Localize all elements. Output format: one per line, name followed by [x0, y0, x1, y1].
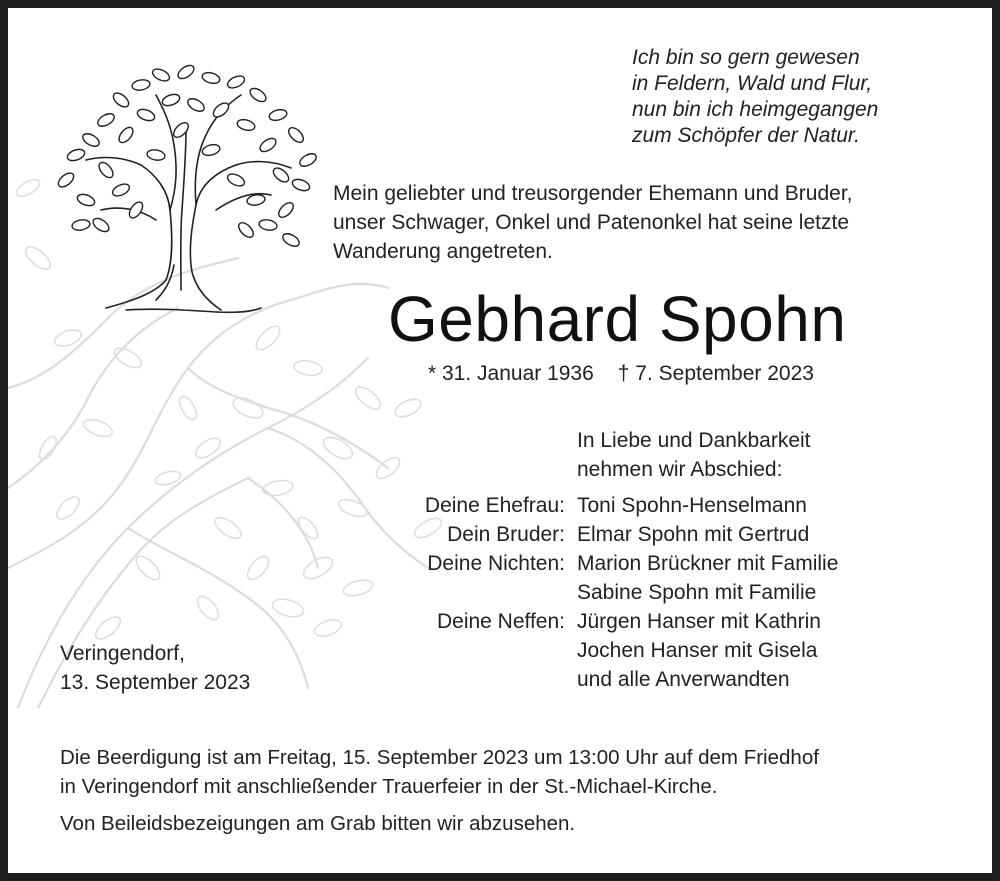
family-names — [577, 549, 838, 607]
funeral-line: in Veringendorf mit anschließender Trauerfeier in der St.-Michael-Kirche. — [60, 775, 718, 798]
intro-line: Mein geliebter und treusorgender Ehemann und Bruder, — [333, 182, 853, 205]
funeral-line: Die Beerdigung ist am Freitag, 15. September 2023 um 13:00 Uhr auf dem Friedhof — [60, 746, 819, 769]
family-name: Jochen Hanser mit Gisela — [577, 639, 818, 662]
poem — [632, 45, 878, 149]
poem-line: Ich bin so gern gewesen — [632, 46, 860, 69]
farewell-line: nehmen wir Abschied: — [577, 458, 783, 481]
family-role: Deine Neffen: — [436, 610, 565, 633]
family-row — [388, 491, 838, 520]
farewell-text — [577, 426, 811, 484]
poem-line: zum Schöpfer der Natur. — [632, 124, 860, 147]
funeral-info — [60, 743, 819, 801]
family-list — [388, 491, 838, 694]
family-names — [577, 491, 807, 520]
family-role: Deine Ehefrau: — [424, 494, 565, 517]
family-role: Deine Nichten: — [427, 552, 565, 575]
deceased-name: Gebhard Spohn — [388, 283, 847, 355]
poem-line: nun bin ich heimgegangen — [632, 98, 879, 121]
death-date: † 7. September 2023 — [617, 362, 814, 385]
family-name: Sabine Spohn mit Familie — [577, 581, 817, 604]
notice-date: 13. September 2023 — [60, 671, 251, 694]
intro-line: unser Schwager, Onkel und Patenonkel hat seine letzte — [333, 211, 849, 234]
place-and-date — [60, 639, 250, 697]
family-name: Toni Spohn-Henselmann — [577, 494, 807, 517]
obituary-notice — [8, 8, 992, 873]
poem-line: in Feldern, Wald und Flur, — [632, 72, 873, 95]
family-name: und alle Anverwandten — [577, 668, 790, 691]
family-row — [388, 520, 838, 549]
family-name: Marion Brückner mit Familie — [577, 552, 839, 575]
family-name: Elmar Spohn mit Gertrud — [577, 523, 810, 546]
family-name: Jürgen Hanser mit Kathrin — [577, 610, 821, 633]
place: Veringendorf, — [60, 642, 185, 665]
intro-text — [333, 179, 853, 266]
family-names — [577, 520, 809, 549]
life-dates — [428, 360, 814, 388]
family-row — [388, 607, 838, 694]
intro-line: Wanderung angetreten. — [333, 240, 553, 263]
family-row — [388, 549, 838, 607]
family-role: Dein Bruder: — [447, 523, 565, 546]
condolence-request: Von Beileidsbezeigungen am Grab bitten wir abzusehen. — [60, 812, 576, 835]
tree-illustration-icon — [46, 60, 326, 320]
birth-date: * 31. Januar 1936 — [428, 362, 594, 385]
family-names — [577, 607, 821, 694]
farewell-line: In Liebe und Dankbarkeit — [577, 429, 811, 452]
